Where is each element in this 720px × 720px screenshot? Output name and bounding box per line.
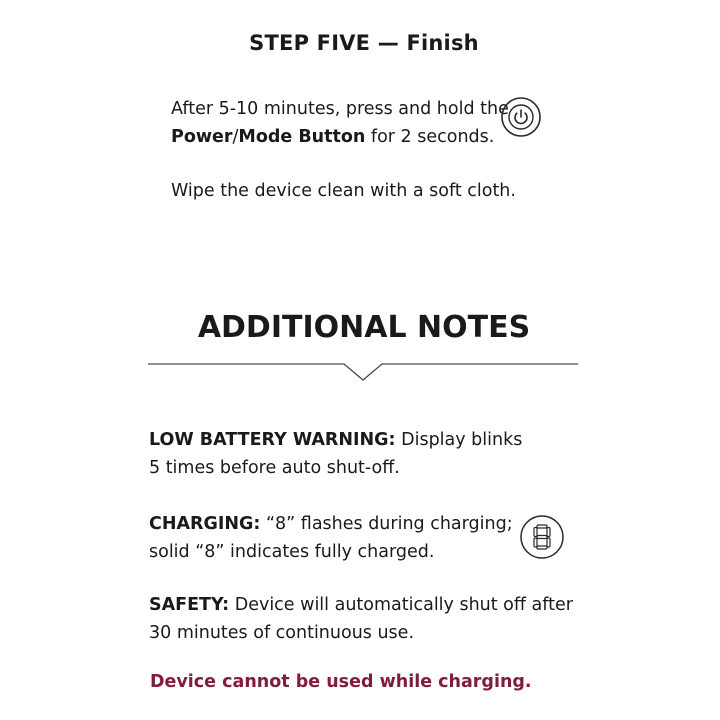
note-charging-line2: solid “8” indicates fully charged. bbox=[149, 542, 435, 562]
step-instruction-line1: After 5-10 minutes, press and hold the bbox=[171, 99, 509, 119]
note-low-battery-line1 bbox=[149, 426, 522, 454]
step-instruction-wipe: Wipe the device clean with a soft cloth. bbox=[171, 181, 516, 201]
slash: / bbox=[232, 127, 239, 147]
additional-notes-title: ADDITIONAL NOTES bbox=[197, 310, 531, 345]
charging-text: “8” flashes during charging; bbox=[260, 514, 513, 534]
note-charging-line1 bbox=[149, 510, 513, 538]
note-charging bbox=[149, 510, 513, 566]
step-instruction-power bbox=[171, 95, 509, 151]
mode-button-label: Mode Button bbox=[238, 127, 366, 147]
step-instruction-line2 bbox=[171, 123, 509, 151]
note-safety-line2: 30 minutes of continuous use. bbox=[149, 623, 415, 643]
note-low-battery-line2: 5 times before auto shut-off. bbox=[149, 458, 400, 478]
step-five-title bbox=[0, 31, 720, 55]
safety-text: Device will automatically shut off after bbox=[229, 595, 573, 615]
digit-8-display-icon bbox=[519, 514, 565, 560]
note-safety bbox=[149, 591, 573, 647]
low-battery-text: Display blinks bbox=[395, 430, 523, 450]
step-name: Finish bbox=[406, 31, 479, 55]
note-safety-line1 bbox=[149, 591, 573, 619]
note-low-battery bbox=[149, 426, 522, 482]
power-button-icon bbox=[500, 96, 542, 138]
step-dash: — bbox=[370, 31, 407, 55]
charging-label: CHARGING: bbox=[149, 514, 261, 534]
charging-use-warning: Device cannot be used while charging. bbox=[150, 672, 532, 692]
power-label: Power bbox=[171, 127, 233, 147]
step-instruction-rest: for 2 seconds. bbox=[365, 127, 495, 147]
step-label: STEP FIVE bbox=[249, 31, 371, 55]
section-divider bbox=[148, 356, 578, 386]
safety-label: SAFETY: bbox=[149, 595, 230, 615]
low-battery-label: LOW BATTERY WARNING: bbox=[149, 430, 396, 450]
